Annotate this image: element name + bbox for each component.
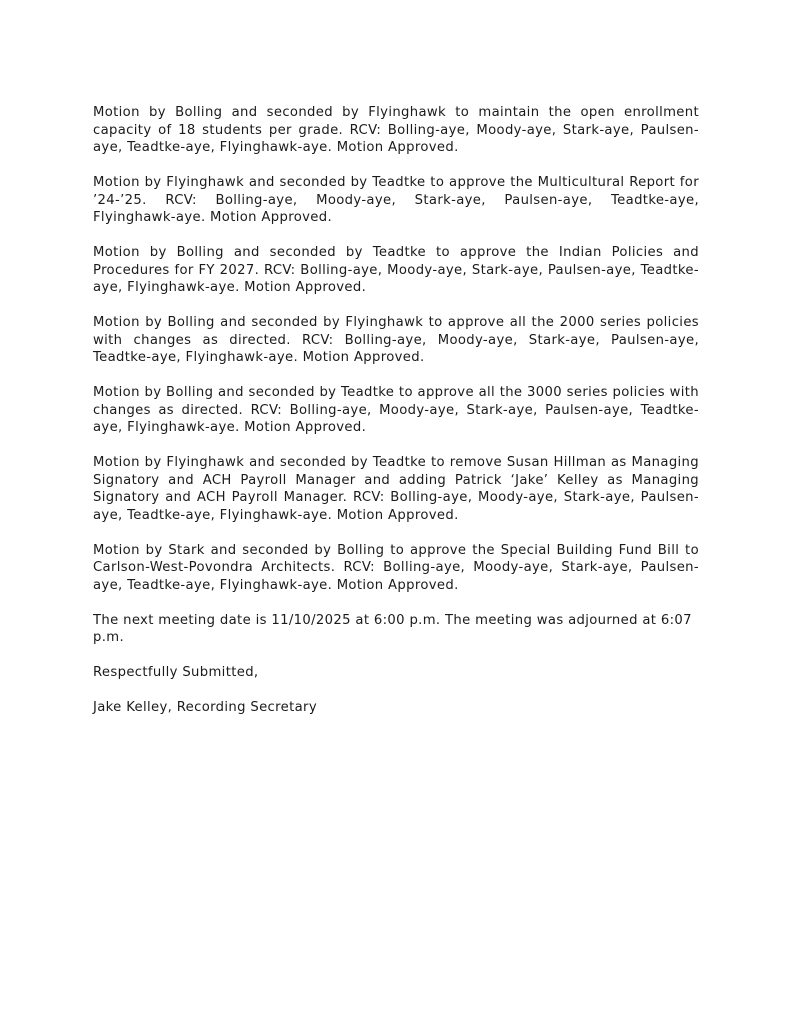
next-meeting-paragraph: The next meeting date is 11/10/2025 at 6:00 p.m. The meeting was adjourned at 6:07 p.m. [93,612,692,645]
motion-building-fund-paragraph: Motion by Stark and seconded by Bolling to approve the Special Building Fund Bill to Carlson-West-Povondra Architects. RCV: Bolling-aye, Moody-aye, Stark-aye, Paulsen-aye, Teadtke-aye, Flyinghawk-aye. Motion Approved. [93,542,699,593]
signature-line: Jake Kelley, Recording Secretary [93,700,317,715]
motion-2000-series-paragraph: Motion by Bolling and seconded by Flyinghawk to approve all the 2000 series policies with changes as directed. RCV: Bolling-aye, Moody-aye, Stark-aye, Paulsen-aye, Teadtke-aye, Flyinghawk-aye. Motion Approved. [93,315,699,365]
motion-multicultural-report-paragraph: Motion by Flyinghawk and seconded by Teadtke to approve the Multicultural Report for ’24-’25. RCV: Bolling-aye, Moody-aye, Stark-aye, Paulsen-aye, Teadtke-aye, Flyinghawk-aye. Motion Approved. [93,175,699,225]
minutes-text-block [93,104,699,734]
motion-signatory-change-paragraph: Motion by Flyinghawk and seconded by Teadtke to remove Susan Hillman as Managing Signatory and ACH Payroll Manager and adding Patrick ‘Jake’ Kelley as Managing Signatory and ACH Payroll Manager. RCV: Bolling-aye, Moody-aye, Stark-aye, Paulsen-aye, Teadtke-aye, Flyinghawk-aye. Motion Approved. [93,455,699,523]
motion-open-enrollment-paragraph: Motion by Bolling and seconded by Flyinghawk to maintain the open enrollment capacity of 18 students per grade. RCV: Bolling-aye, Moody-aye, Stark-aye, Paulsen-aye, Teadtke-aye, Flyinghawk-aye. Motion Approved. [93,105,699,155]
motion-3000-series-paragraph: Motion by Bolling and seconded by Teadtke to approve all the 3000 series policies with changes as directed. RCV: Bolling-aye, Moody-aye, Stark-aye, Paulsen-aye, Teadtke-aye, Flyinghawk-aye. Motion Approved. [93,385,699,435]
closing-line: Respectfully Submitted, [93,665,259,680]
motion-indian-policies-paragraph: Motion by Bolling and seconded by Teadtke to approve the Indian Policies and Procedures for FY 2027. RCV: Bolling-aye, Moody-aye, Stark-aye, Paulsen-aye, Teadtke-aye, Flyinghawk-aye. Motion Approved. [93,245,699,295]
